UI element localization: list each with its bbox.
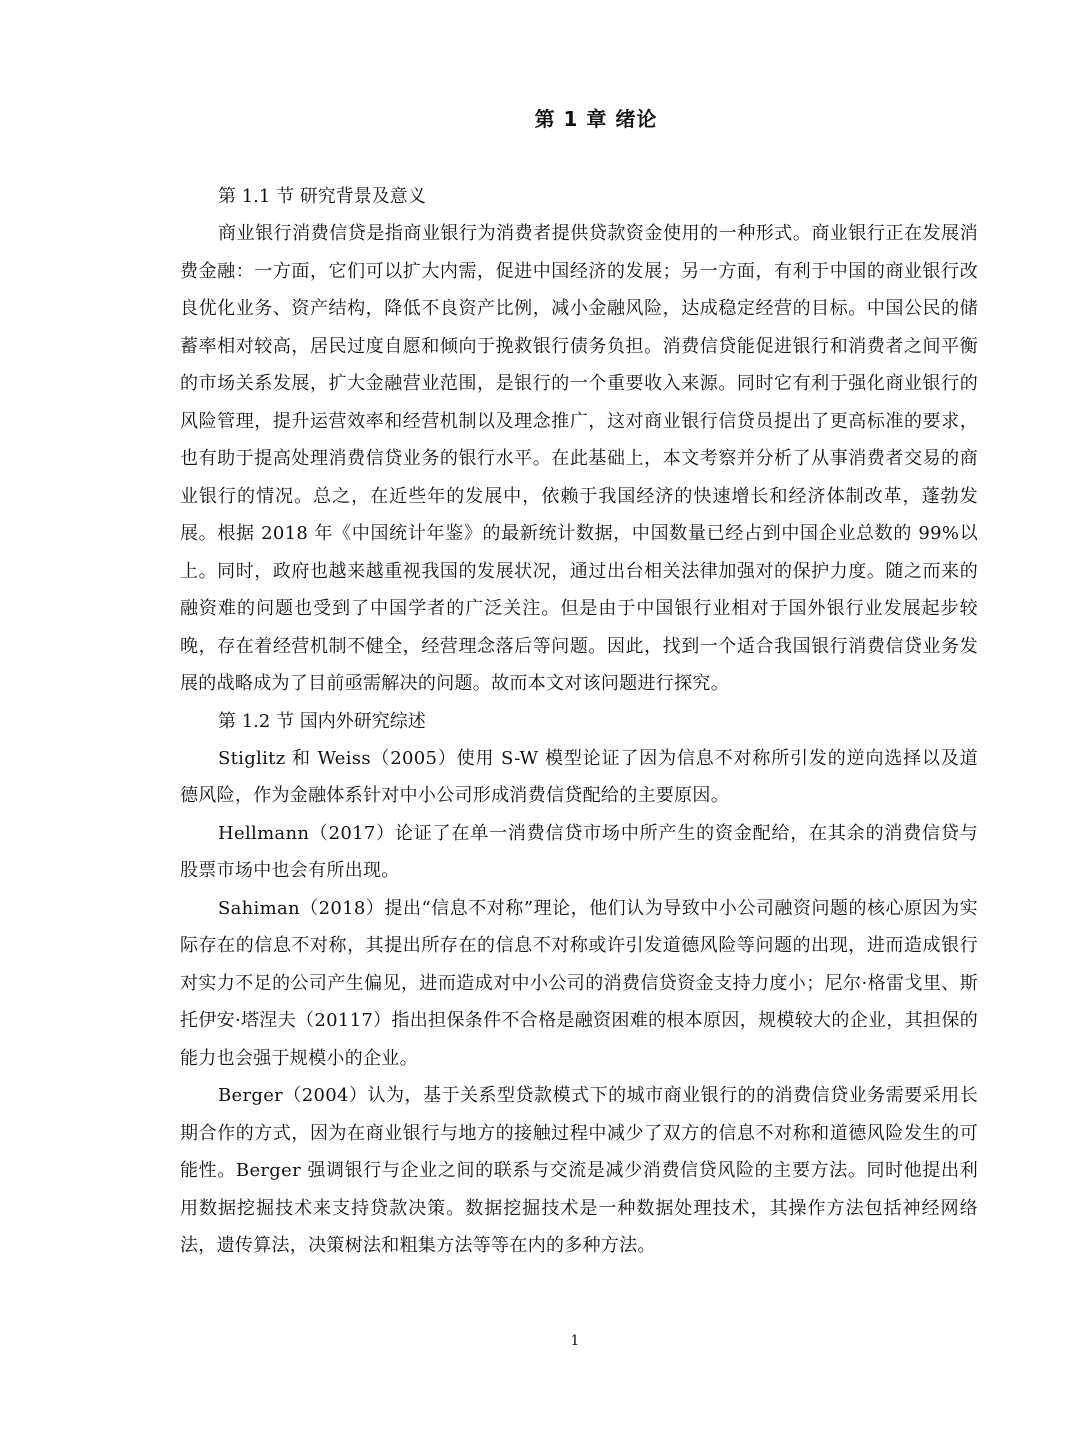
section-heading: 第 1.2 节 国内外研究综述 [218,710,426,732]
paragraph: 商业银行消费信贷是指商业银行为消费者提供贷款资金使用的一种形式。商业银行正在发展消费金融：一方面，它们可以扩大内需，促进中国经济的发展；另一方面，有利于中国的商业银行改良优化业务、资产结构，降低不良资产比例，减小金融风险，达成稳定经营的目标。中国公民的储蓄率相对较高，居民过度自愿和倾向于挽救银行债务负担。消费信贷能促进银行和消费者之间平衡的市场关系发展，扩大金融营业范围，是银行的一个重要收入来源。同时它有利于强化商业银行的风险管理，提升运营效率和经营机制以及理念推广，这对商业银行信贷员提出了更高标准的要求，也有助于提高处理消费信贷业务的银行水平。在此基础上，本文考察并分析了从事消费者交易的商业银行的情况。总之，在近些年的发展中，依赖于我国经济的快速增长和经济体制改革，蓬勃发展。根据 2018 年《中国统计年鉴》的最新统计数据，中国数量已经占到中国企业总数的 99%以上。同时，政府也越来越重视我国的发展状况，通过出台相关法律加强对的保护力度。随之而来的融资难的问题也受到了中国学者的广泛关注。但是由于中国银行业相对于国外银行业发展起步较晚，存在着经营机制不健全，经营理念落后等问题。因此，找到一个适合我国银行消费信贷业务发展的战略成为了目前亟需解决的问题。故而本文对该问题进行探究。 [180,223,978,694]
paragraph: Sahiman（2018）提出“信息不对称”理论，他们认为导致中小公司融资问题的核心原因为实际存在的信息不对称，其提出所存在的信息不对称或许引发道德风险等问题的出现，进而造成银行对实力不足的公司产生偏见，进而造成对中小公司的消费信贷资金支持力度小；尼尔·格雷戈里、斯托伊安·塔涅夫（20117）指出担保条件不合格是融资困难的根本原因，规模较大的企业，其担保的能力也会强于规模小的企业。 [180,897,978,1069]
paragraph: Berger（2004）认为，基于关系型贷款模式下的城市商业银行的的消费信贷业务需要采用长期合作的方式，因为在商业银行与地方的接触过程中减少了双方的信息不对称和道德风险发生的可能性。Berger 强调银行与企业之间的联系与交流是减少消费信贷风险的主要方法。同时他提出利用数据挖掘技术来支持贷款决策。数据挖掘技术是一种数据处理技术，其操作方法包括神经网络法，遗传算法，决策树法和粗集方法等等在内的多种方法。 [180,1085,978,1256]
page-number: 1 [570,1333,580,1349]
body-text [180,178,978,1265]
paragraph: Hellmann（2017）论证了在单一消费信贷市场中所产生的资金配给，在其余的消费信贷与股票市场中也会有所出现。 [180,822,978,881]
section-heading: 第 1.1 节 研究背景及意义 [218,186,426,207]
paragraph: Stiglitz 和 Weiss（2005）使用 S-W 模型论证了因为信息不对称所引发的逆向选择以及道德风险，作为金融体系针对中小公司形成消费信贷配给的主要原因。 [180,747,978,806]
chapter-title: 第 1 章 绪论 [534,107,658,131]
